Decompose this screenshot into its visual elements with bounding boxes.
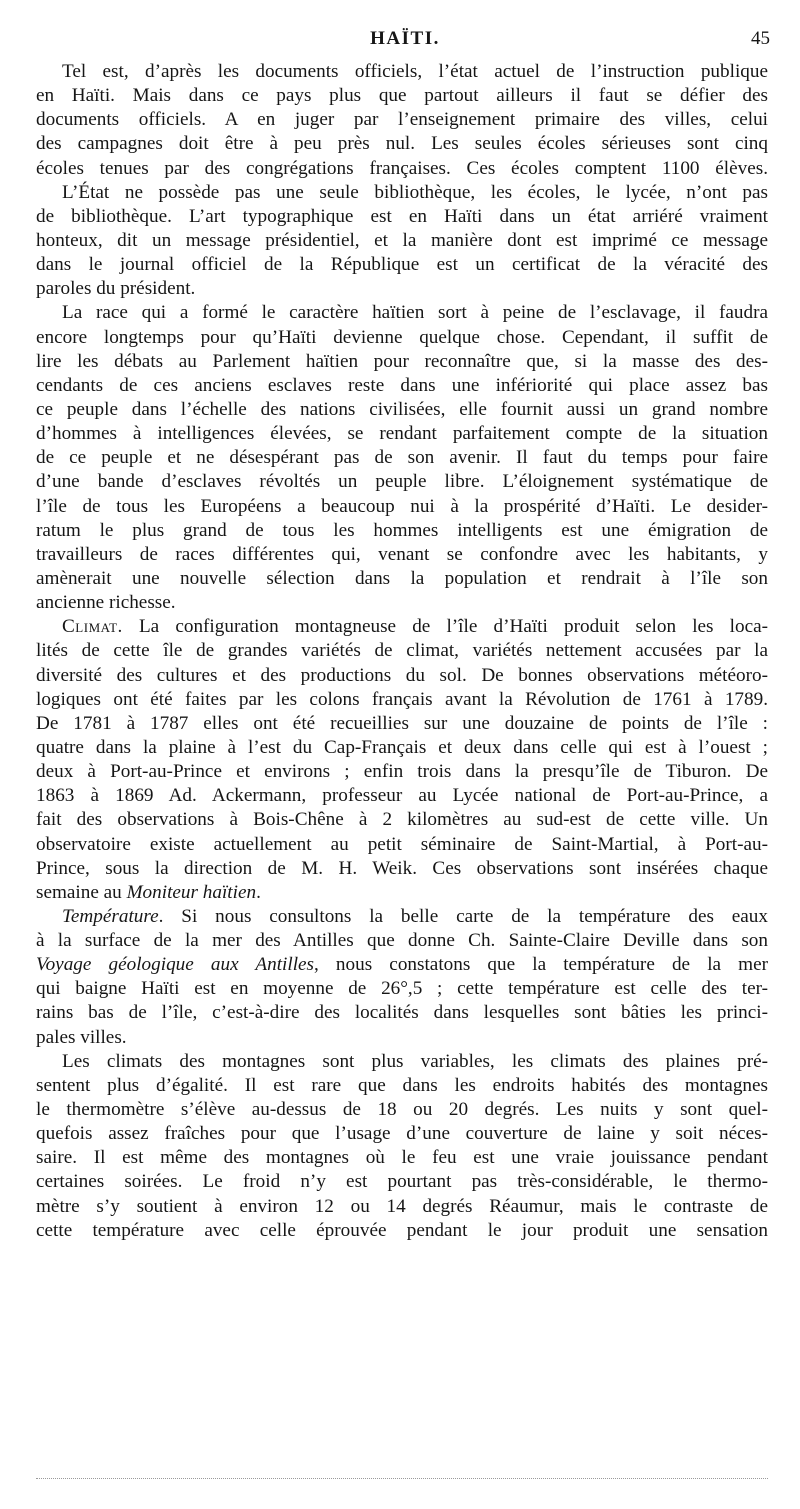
running-head bbox=[40, 28, 770, 54]
text-line: L’État ne possède pas une seule bibliothèque, les écoles, le lycée, n’ont pas bbox=[62, 181, 768, 203]
text-line: documents officiels. A en juger par l’enseignement primaire des villes, celui bbox=[36, 109, 768, 131]
emphasis-text: Moniteur haïtien bbox=[126, 881, 257, 903]
emphasis-text: Climat. bbox=[62, 616, 123, 638]
text-line: Voyage géologique aux Antilles, nous constatons que la température de la mer bbox=[36, 954, 768, 976]
text-line: La race qui a formé le caractère haïtien sort à peine de l’esclavage, il faudra bbox=[62, 302, 768, 324]
text-line: d’hommes à intelligences élevées, se rendant parfaitement compte de la situation bbox=[36, 423, 768, 445]
text-line: à la surface de la mer des Antilles que donne Ch. Sainte-Claire Deville dans son bbox=[36, 930, 768, 952]
text-line: lités de cette île de grandes variétés de climat, variétés nettement accusées par la bbox=[36, 640, 768, 662]
text-line: cendants de ces anciens esclaves reste dans une infériorité qui place assez bas bbox=[36, 374, 768, 396]
section-temperature-line: Température. Si nous consultons la belle carte de la température des eaux bbox=[62, 905, 768, 927]
body-text bbox=[36, 60, 768, 1243]
emphasis-text: Voyage géologique aux Antilles bbox=[36, 954, 315, 976]
text-line: diversité des cultures et des productions du sol. De bonnes observations météoro- bbox=[36, 664, 768, 686]
text-line: en Haïti. Mais dans ce pays plus que partout ailleurs il faut se défier des bbox=[36, 85, 768, 107]
page-number: 45 bbox=[751, 28, 770, 49]
text-line: écoles tenues par des congrégations françaises. Ces écoles comptent 1100 élèves. bbox=[36, 157, 768, 179]
text-line: le thermomètre s’élève au-dessus de 18 ou 20 degrés. Les nuits y sont quel- bbox=[36, 1099, 768, 1121]
text-line: quefois assez fraîches pour que l’usage d’une couverture de laine y soit néces- bbox=[36, 1123, 768, 1145]
emphasis-text: Température bbox=[62, 905, 159, 927]
text-line: cette température avec celle éprouvée pendant le jour produit une sensation bbox=[36, 1219, 768, 1241]
text-line: saire. Il est même des montagnes où le feu est une vraie jouissance pendant bbox=[36, 1147, 768, 1169]
text-line: lire les débats au Parlement haïtien pour reconnaître que, si la masse des des- bbox=[36, 350, 768, 372]
text-line: 1863 à 1869 Ad. Ackermann, professeur au Lycée national de Port-au-Prince, a bbox=[36, 785, 768, 807]
text-line: Tel est, d’après les documents officiels, l’état actuel de l’instruction publique bbox=[62, 61, 768, 82]
text-line: honteux, dit un message présidentiel, et la manière dont est imprimé ce message bbox=[36, 229, 768, 251]
text-line: Prince, sous la direction de M. H. Weik. Ces observations sont insérées chaque bbox=[36, 857, 768, 879]
text-line: deux à Port-au-Prince et environs ; enfin trois dans la presqu’île de Tiburon. De bbox=[36, 761, 768, 783]
text-line: quatre dans la plaine à l’est du Cap-Français et deux dans celle qui est à l’ouest ; bbox=[36, 736, 768, 758]
text-line: ce peuple dans l’échelle des nations civilisées, elle fournit aussi un grand nombre bbox=[36, 398, 768, 420]
text-line: amènerait une nouvelle sélection dans la population et rendrait à l’île son bbox=[36, 567, 768, 589]
text-line: de ce peuple et ne désespérant pas de son avenir. Il faut du temps pour faire bbox=[36, 447, 768, 469]
text-line: Les climats des montagnes sont plus variables, les climats des plaines pré- bbox=[62, 1050, 768, 1072]
text-line: paroles du président. bbox=[36, 278, 196, 300]
text-line: mètre s’y soutient à environ 12 ou 14 degrés Réaumur, mais le contraste de bbox=[36, 1195, 768, 1217]
bottom-dotted-rule bbox=[36, 1478, 768, 1479]
text-line: des campagnes doit être à peu près nul. Les seules écoles sérieuses sont cinq bbox=[36, 133, 768, 155]
text-line: dans le journal officiel de la République est un certificat de la véracité des bbox=[36, 254, 768, 276]
text-line: l’île de tous les Européens a beaucoup nui à la prospérité d’Haïti. Le desider- bbox=[36, 495, 768, 517]
text-line: semaine au Moniteur haïtien. bbox=[36, 881, 261, 903]
text-line: pales villes. bbox=[36, 1026, 127, 1048]
text-line: logiques ont été faites par les colons français avant la Révolution de 1761 à 1789. bbox=[36, 688, 768, 710]
text-line: d’une bande d’esclaves révoltés un peuple libre. L’éloignement systématique de bbox=[36, 471, 768, 493]
running-title: HAÏTI. bbox=[370, 28, 440, 49]
text-line: rains bas de l’île, c’est-à-dire des localités dans lesquelles sont bâties les princi- bbox=[36, 1002, 768, 1024]
text-line: travailleurs de races différentes qui, venant se confondre avec les habitants, y bbox=[36, 543, 768, 565]
text-line: De 1781 à 1787 elles ont été recueillies sur une douzaine de points de l’île : bbox=[36, 712, 768, 734]
text-line: qui baigne Haïti est en moyenne de 26°,5 ; cette température est celle des ter- bbox=[36, 978, 768, 1000]
text-line: encore longtemps pour qu’Haïti devienne quelque chose. Cependant, il suffit de bbox=[36, 326, 768, 348]
text-line: ancienne richesse. bbox=[36, 592, 176, 614]
text-line: de bibliothèque. L’art typographique est en Haïti dans un état arriéré vraiment bbox=[36, 205, 768, 227]
text-line: observatoire existe actuellement au petit séminaire de Saint-Martial, à Port-au- bbox=[36, 833, 768, 855]
text-line: fait des observations à Bois-Chêne à 2 kilomètres au sud-est de cette ville. Un bbox=[36, 809, 768, 831]
text-line: certaines soirées. Le froid n’y est pourtant pas très-considérable, le thermo- bbox=[36, 1171, 768, 1193]
text-line: sentent plus d’égalité. Il est rare que dans les endroits habités des montagnes bbox=[36, 1074, 768, 1096]
text-line: ratum le plus grand de tous les hommes intelligents est une émigration de bbox=[36, 519, 768, 541]
section-climat-line: Climat. La configuration montagneuse de l’île d’Haïti produit selon les loca- bbox=[62, 616, 768, 638]
